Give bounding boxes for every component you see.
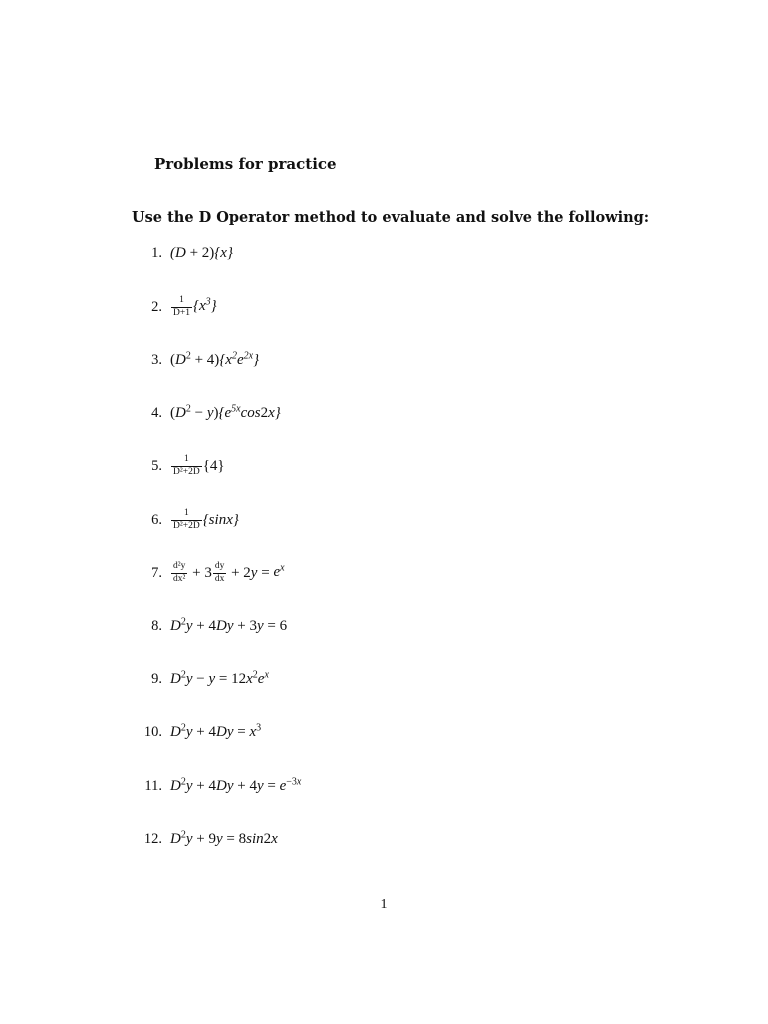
problem-number: 6. (151, 511, 162, 528)
problem-item (120, 292, 480, 322)
fraction-numerator: 1 (171, 509, 202, 521)
problem-number: 5. (151, 457, 162, 474)
problem-expression: $(D^2 + 4)\{x^2e^{2x}\}$ (170, 350, 260, 368)
fraction-denominator: D²+2D (173, 520, 200, 531)
problem-item (120, 664, 480, 694)
problem-number: 8. (151, 617, 162, 634)
problem-expression: $D^2y - y = 12x^2e^x$ (170, 669, 269, 687)
problem-number: 10. (143, 723, 162, 740)
problem-expression: $\frac{\text{d²y}}{\text{dx²}}$ + 3 $\frac{dy}{dx}$ + $2y = e^x$ (173, 560, 285, 584)
problem-item (120, 824, 480, 854)
problem-expression: $(D^2 - y)\{e^{5x}\cos 2x\}$ (170, 403, 281, 421)
problem-expression: $\frac{1}{D+1}$ $\{x^3\}$ (173, 294, 217, 318)
problem-item (120, 771, 480, 801)
fraction-numerator: d²y (171, 562, 187, 574)
fraction (171, 455, 202, 478)
expression-middle: + 3 (192, 564, 212, 581)
problem-item (120, 505, 480, 535)
fraction (171, 562, 187, 585)
problem-item (120, 451, 480, 481)
problem-expression: $D^2y + 9y = 8\sin 2x$ (170, 829, 278, 847)
problem-item (120, 398, 480, 428)
fraction (171, 509, 202, 532)
problem-number: 2. (151, 298, 162, 315)
fraction-numerator: dy (213, 562, 227, 574)
problem-item (120, 345, 480, 375)
page-number: 1 (380, 897, 388, 912)
fraction-denominator: dx (214, 573, 225, 584)
fraction-numerator: 1 (171, 455, 202, 467)
problem-item (120, 238, 480, 268)
problem-number: 3. (151, 351, 162, 368)
problem-item (120, 611, 480, 641)
problem-number: 12. (143, 830, 162, 847)
problem-expression: $D^2y + 4Dy + 4y = e^{-3x}$ (170, 776, 302, 794)
problem-number: 9. (151, 670, 162, 687)
problem-item (120, 717, 480, 747)
problem-expression: $D^2y + 4Dy = x^3$ (170, 722, 262, 740)
fraction (171, 296, 192, 319)
problem-item (120, 558, 480, 588)
instruction-text: Use the D Operator method to evaluate and solve the following: (132, 209, 650, 226)
fraction (213, 562, 227, 585)
page-heading: Problems for practice (154, 155, 337, 173)
problem-expression: $D^2y + 4Dy + 3y = 6$ (170, 616, 288, 634)
problem-expression: (D + 2){x} (170, 244, 233, 261)
problem-number: 7. (151, 564, 162, 581)
problem-expression: $\frac{1}{\text{D²+2D}}$ {sinx} (173, 507, 239, 531)
problem-expression: $\frac{1}{\text{D²+2D}}$ {4} (173, 453, 225, 477)
problem-number: 11. (144, 777, 162, 794)
fraction-denominator: D+1 (173, 307, 190, 318)
fraction-denominator: dx² (173, 573, 186, 584)
problem-number: 1. (151, 244, 162, 261)
problem-number: 4. (151, 404, 162, 421)
fraction-denominator: D²+2D (173, 466, 200, 477)
fraction-numerator: 1 (171, 296, 192, 308)
